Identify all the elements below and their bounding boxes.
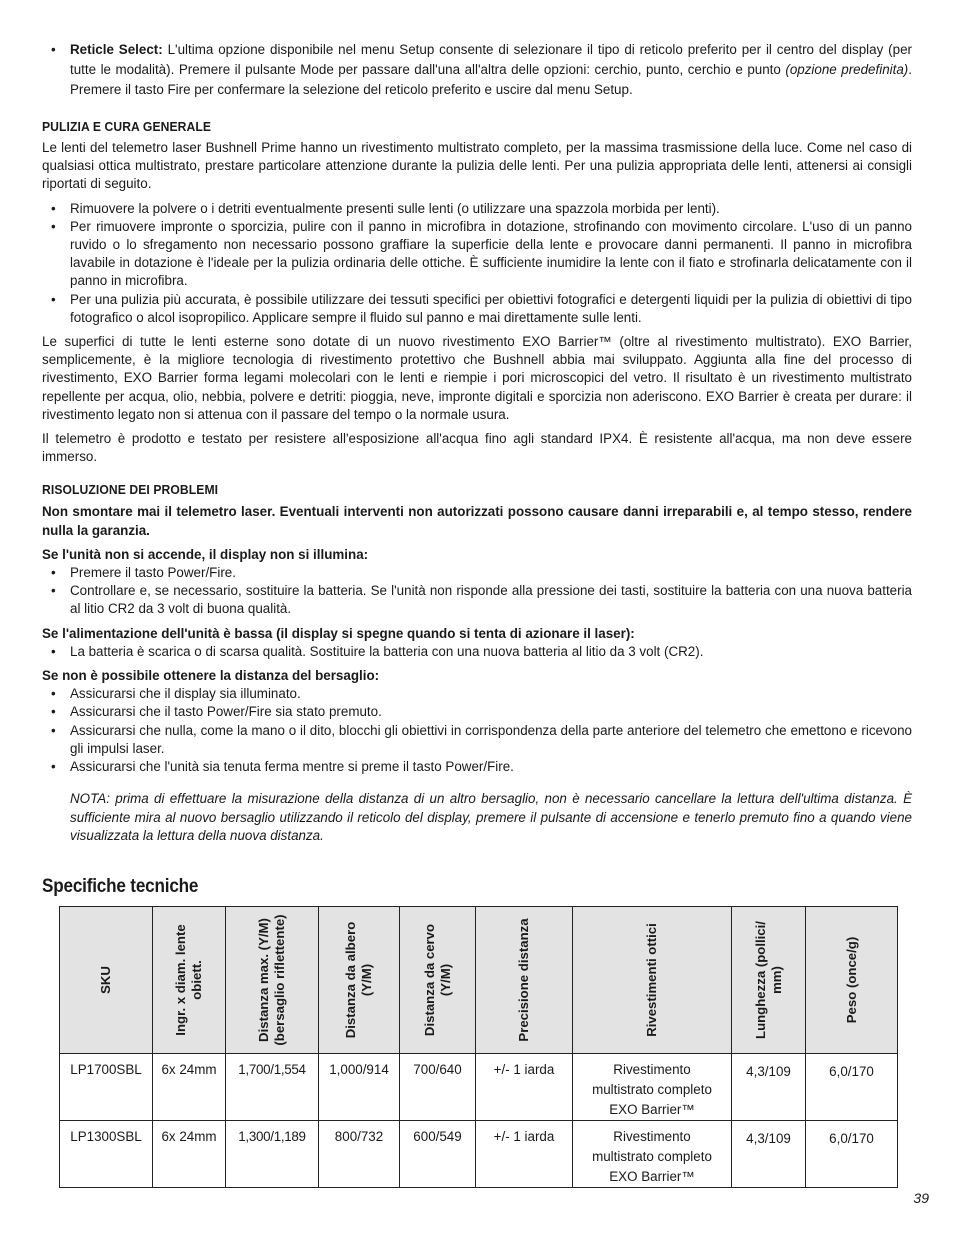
header-label: Rivestimenti ottici	[644, 923, 659, 1037]
table-cell: 6,0/170	[806, 1054, 898, 1121]
table-cell: 4,3/109	[732, 1054, 806, 1121]
list-item: • Controllare e, se necessario, sostituire la batteria. Se l'unità non risponde alla pressione dei tasti, sostituire la batteria con una nuova batteria al litio CR2 da 3 volt di buona qualità.	[42, 582, 912, 618]
header-label: Peso (once/g)	[843, 936, 859, 1024]
header-cell	[732, 907, 806, 1054]
header-cell	[226, 907, 319, 1054]
list-item: • Per rimuovere impronte o sporcizia, pulire con il panno in microfibra in dotazione, strofinando con movimento circolare. L'uso di un panno ruvido o lo sfregamento non necessario possono graffiare la superficie della lente e provocare danni permanenti. Il panno in microfibra lavabile in dotazione è l'ideale per la pulizia ordinaria delle ottiche. È sufficiente inumidire la lente con il fiato e strofinarla delicatamente con il panno in microfibra.	[42, 218, 912, 291]
cleaning-heading: PULIZIA E CURA GENERALE	[42, 119, 212, 134]
reticle-bullet	[42, 40, 912, 100]
exo-barrier-paragraph: Le superfici di tutte le lenti esterne sono dotate di un nuovo rivestimento EXO Barrier™ (oltre al rivestimento multistrato). EXO Barrier, semplicemente, è la migliore tecnologia di rivestimento protettivo che Bushnell abbia mai sviluppato. Aggiunta alla fine del processo di rivestimento, EXO Barrier forma legami molecolari con le lenti e riempie i pori microscopici del vetro. Il risultato è un rivestimento multistrato repellente per acqua, olio, nebbia, polvere e detriti: pioggia, neve, impronte digitali e sporcizia non aderiscono. EXO Barrier è creata per durare: il rivestimento legato non si attenua con il passare del tempo o la normale usura.	[42, 334, 912, 422]
table-cell: LP1700SBL	[60, 1054, 153, 1121]
header-label: SKU	[98, 966, 113, 994]
header-cell	[476, 907, 573, 1054]
list-item: • Rimuovere la polvere o i detriti eventualmente presenti sulle lenti (o utilizzare una spazzola morbida per lenti).	[42, 200, 912, 218]
manual-page	[42, 40, 912, 845]
list-item: • La batteria è scarica o di scarsa qualità. Sostituire la batteria con una nuova batteria al litio da 3 volt (CR2).	[42, 643, 912, 661]
list-item: • Assicurarsi che nulla, come la mano o il dito, blocchi gli obiettivi in corrispondenza della parte anteriore del telemetro che emettono e ricevono gli impulsi laser.	[42, 722, 912, 758]
table-cell: 1,300/1,189	[226, 1121, 319, 1188]
header-label: Distanza da cervo (Y/M)	[421, 923, 453, 1037]
group-list	[42, 685, 912, 776]
header-label: Distanza da albero (Y/M)	[343, 921, 374, 1039]
note-text: NOTA: prima di effettuare la misurazione della distanza di un altro bersaglio, non è necessario cancellare la lettura dell'ultima distanza. È sufficiente mira al nuovo bersaglio utilizzando il reticolo del display, premere il pulsante di accensione e tenerlo premuto fino a quando viene visualizzata la lettura della nuova distanza.	[70, 791, 912, 843]
table-cell: 1,700/1,554	[226, 1054, 319, 1121]
table-cell: 700/640	[400, 1054, 476, 1121]
header-label: Ingr. x diam. lente obiett.	[173, 924, 204, 1036]
table-cell: Rivestimento multistrato completo EXO Barrier™	[573, 1054, 732, 1121]
table-cell: 1,000/914	[319, 1054, 400, 1121]
table-cell: 600/549	[400, 1121, 476, 1188]
specs-heading: Specifiche tecniche	[42, 876, 199, 897]
reticle-list	[42, 40, 912, 100]
page-number: 39	[913, 1190, 929, 1206]
group-title: Se non è possibile ottenere la distanza del bersaglio:	[42, 668, 380, 684]
list-item: • Assicurarsi che il display sia illuminato.	[42, 685, 912, 703]
cleaning-list	[42, 200, 912, 327]
list-item: • Assicurarsi che l'unità sia tenuta ferma mentre si preme il tasto Power/Fire.	[42, 758, 912, 776]
warning-text: Non smontare mai il telemetro laser. Eventuali interventi non autorizzati possono causare danni irreparabili e, al tempo stesso, rendere nulla la garanzia.	[42, 504, 912, 538]
table-cell: 6x 24mm	[153, 1121, 226, 1188]
header-cell	[400, 907, 476, 1054]
list-item: • Premere il tasto Power/Fire.	[42, 564, 912, 582]
group-title: Se l'unità non si accende, il display non si illumina:	[42, 546, 369, 562]
group-title: Se l'alimentazione dell'unità è bassa (il display si spegne quando si tenta di azionare il laser):	[42, 625, 635, 641]
table-cell: LP1300SBL	[60, 1121, 153, 1188]
table-cell: 4,3/109	[732, 1121, 806, 1188]
table-cell: +/- 1 iarda	[476, 1054, 573, 1121]
group-list	[42, 564, 912, 619]
list-item: • Assicurarsi che il tasto Power/Fire sia stato premuto.	[42, 703, 912, 721]
table-cell: 6,0/170	[806, 1121, 898, 1188]
table-cell: Rivestimento multistrato completo EXO Barrier™	[573, 1121, 732, 1188]
specs-table	[59, 906, 898, 1188]
table-cell: 6x 24mm	[153, 1054, 226, 1121]
header-label: Precisione distanza	[516, 918, 531, 1042]
reticle-text-a: L'ultima opzione disponibile nel menu Setup consente di selezionare il tipo di reticolo preferito per il centro del display (per tutte le modalità). Premere il pulsante Mode per passare dall'una all'altra delle opzioni: cerchio, punto, cerchio e punto	[70, 42, 912, 77]
table-row	[60, 1121, 898, 1188]
header-label: Distanza max. (Y/M) (bersaglio riflettente)	[256, 914, 287, 1046]
cleaning-intro: Le lenti del telemetro laser Bushnell Prime hanno un rivestimento multistrato completo, per la massima trasmissione della luce. Come nel caso di qualsiasi ottica multistrato, prestare particolare attenzione durante la pulizia delle lenti. Per una pulizia appropriata delle lenti, attenersi ai consigli riportati di seguito.	[42, 140, 912, 192]
troubleshooting-heading: RISOLUZIONE DEI PROBLEMI	[42, 482, 219, 498]
header-cell	[806, 907, 898, 1054]
reticle-label: Reticle Select:	[70, 42, 163, 57]
table-cell: +/- 1 iarda	[476, 1121, 573, 1188]
reticle-text-b: . Premere il tasto Fire per confermare la selezione del reticolo preferito e uscire dal menu Setup.	[70, 62, 912, 97]
list-item: • Per una pulizia più accurata, è possibile utilizzare dei tessuti specifici per obiettivi fotografici e detergenti liquidi per la pulizia di obiettivi di tipo fotografico o alcol isopropilico. Applicare sempre il fluido sul panno e mai direttamente sulle lenti.	[42, 291, 912, 327]
water-paragraph: Il telemetro è prodotto e testato per resistere all'esposizione all'acqua fino agli standard IPX4. È resistente all'acqua, ma non deve essere immerso.	[42, 431, 912, 465]
table-cell: 800/732	[319, 1121, 400, 1188]
reticle-text-italic: (opzione predefinita)	[785, 62, 909, 77]
header-cell	[153, 907, 226, 1054]
header-cell	[319, 907, 400, 1054]
header-label: Lunghezza (pollici/ mm)	[752, 921, 784, 1039]
table-header-row	[60, 907, 898, 1054]
table-row	[60, 1054, 898, 1121]
header-cell	[60, 907, 153, 1054]
group-list	[42, 643, 912, 661]
header-cell	[573, 907, 732, 1054]
